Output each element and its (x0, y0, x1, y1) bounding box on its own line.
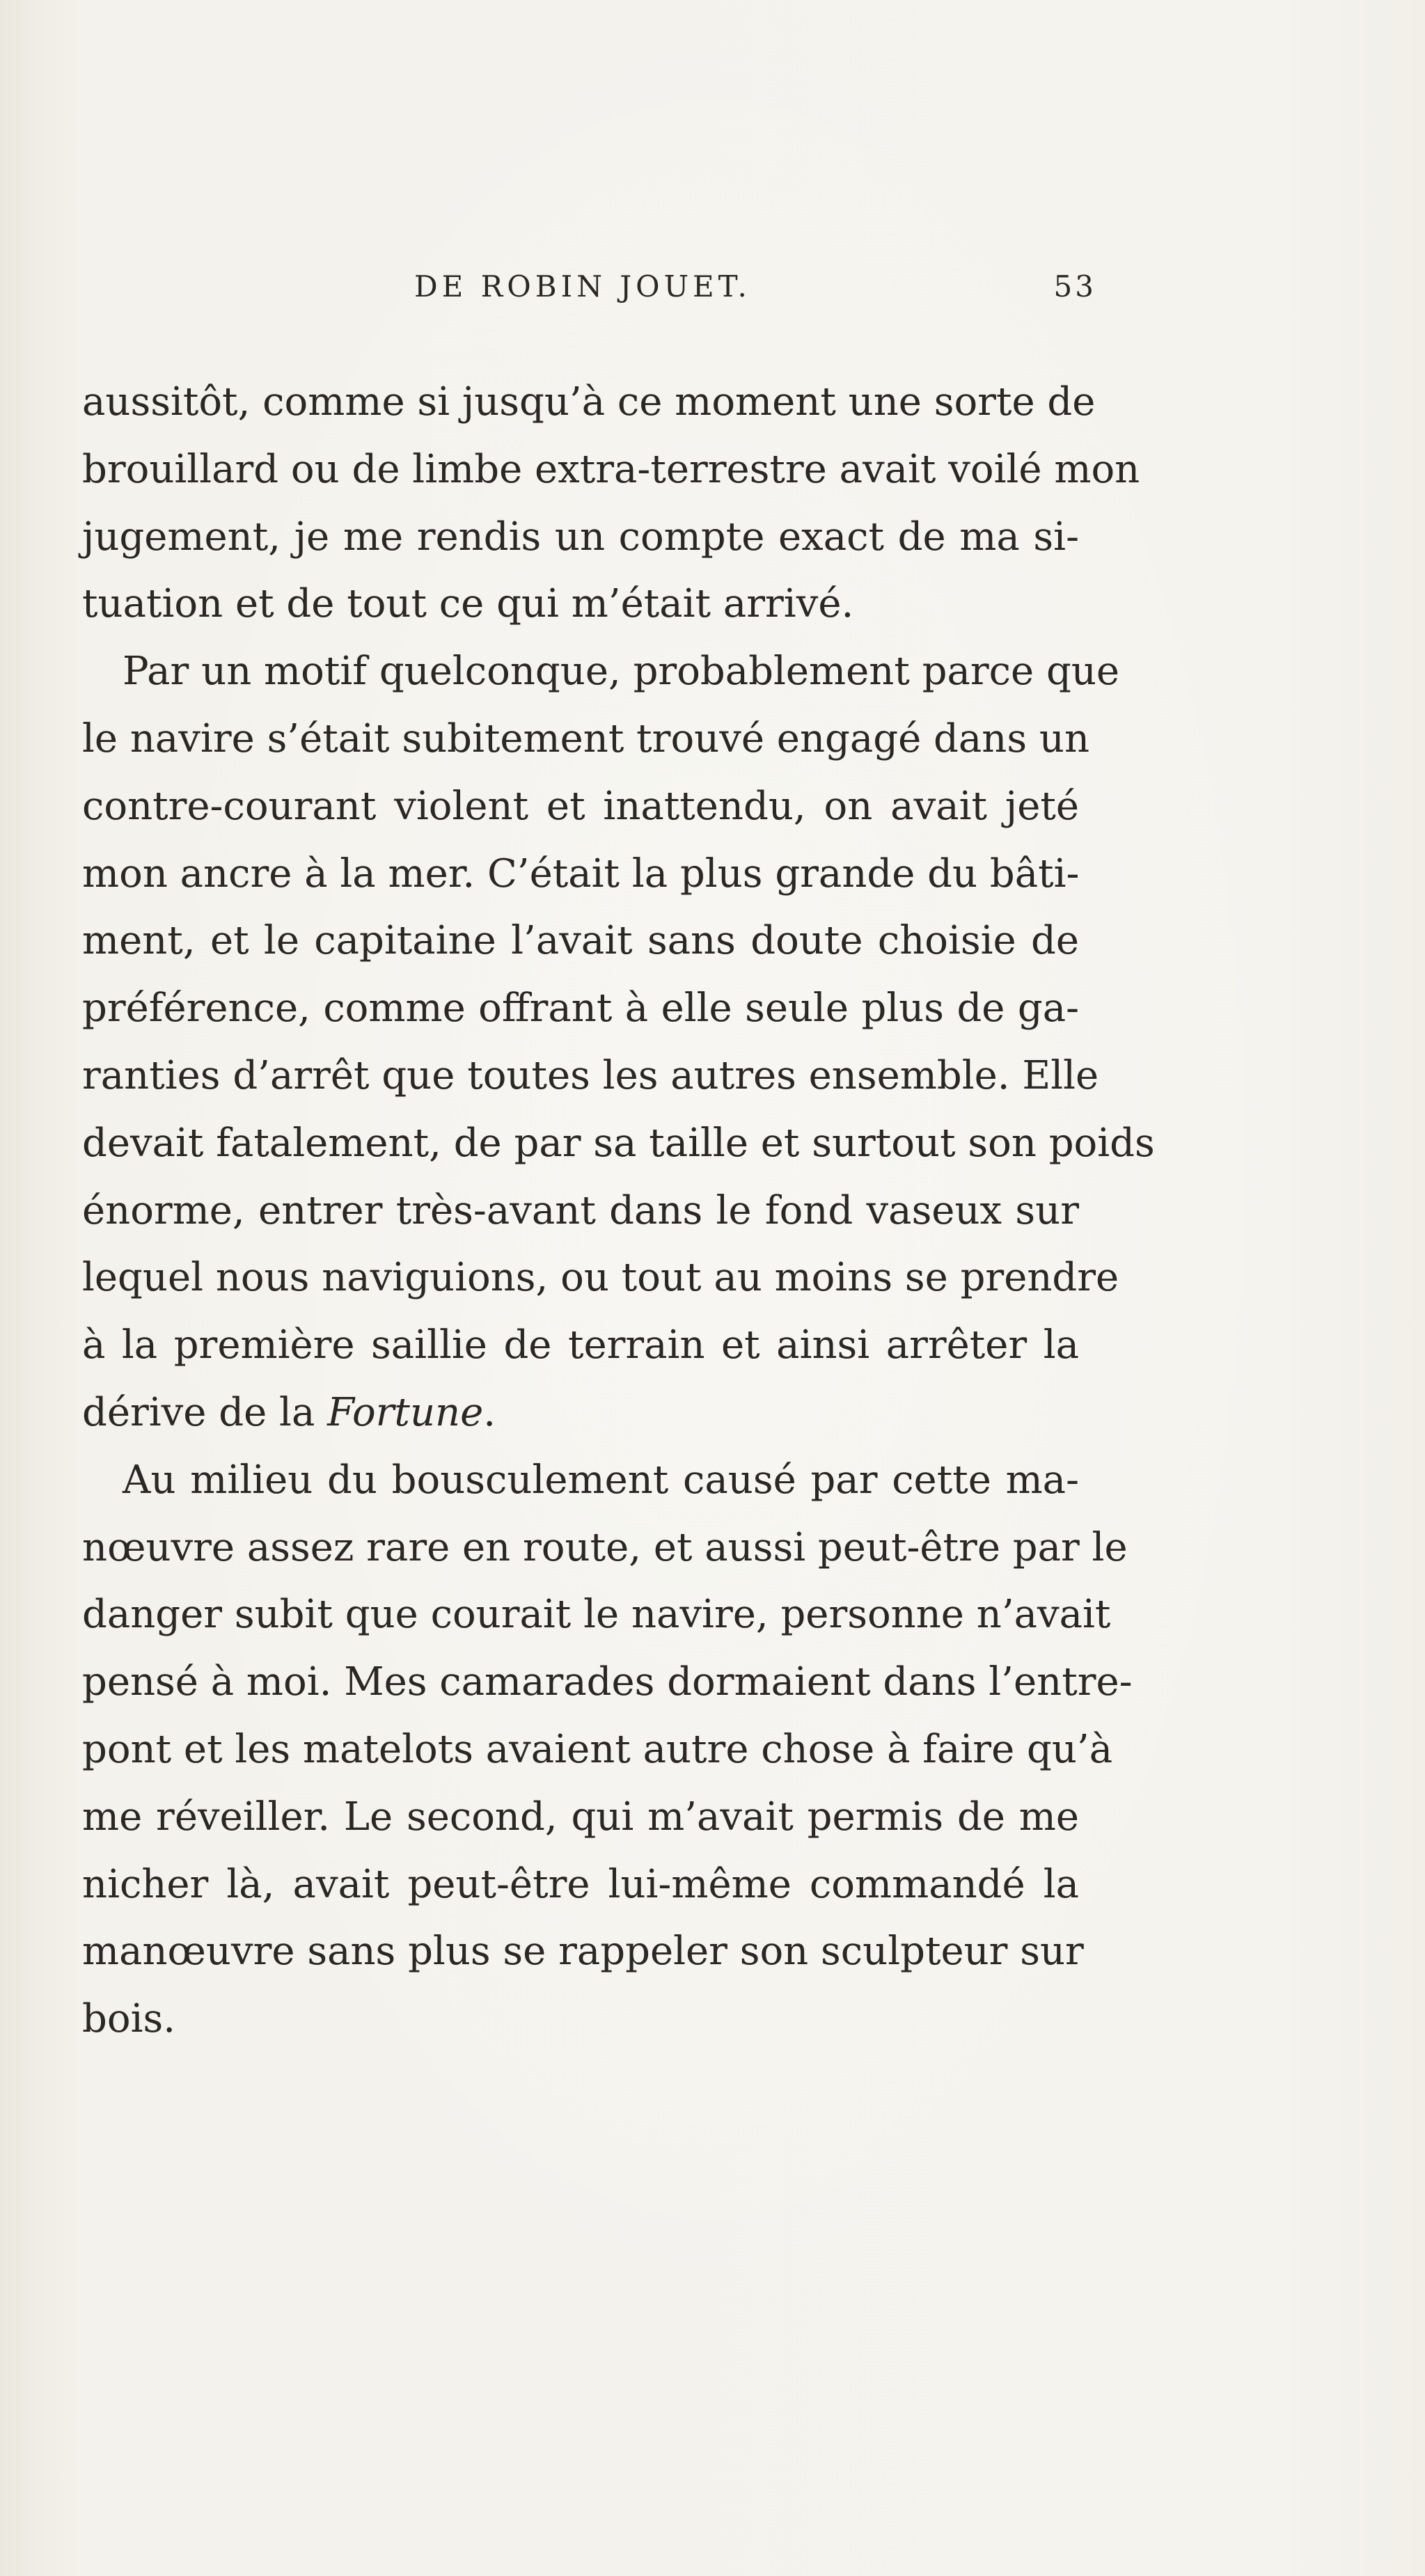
text-line: manœuvre sans plus se rappeler son sculpteur sur (82, 1929, 1084, 1975)
text-line: nicher là, avait peut-être lui-même commandé la (82, 1861, 1079, 1907)
running-head: DE ROBIN JOUET. (414, 269, 751, 303)
text-line: Au milieu du bousculement causé par cette ma- (123, 1457, 1079, 1503)
text-line: ranties d’arrêt que toutes les autres ensemble. Elle (82, 1052, 1099, 1098)
text-line: Par un motif quelconque, probablement parce que (123, 649, 1120, 695)
text-line: danger subit que courait le navire, personne n’avait (82, 1592, 1111, 1638)
page-header (414, 266, 1096, 308)
ship-name: Fortune (327, 1389, 484, 1435)
text-line-end: . (483, 1389, 496, 1435)
text-line (82, 1380, 1079, 1447)
text-line: bois. (82, 1996, 176, 2042)
text-line: pensé à moi. Mes camarades dormaient dans l’entre- (82, 1659, 1133, 1705)
text-line: mon ancre à la mer. C’était la plus grande du bâti- (82, 851, 1080, 896)
text-line-start: dérive de la (82, 1389, 315, 1435)
text-line: me réveiller. Le second, qui m’avait permis de me (82, 1794, 1079, 1840)
text-line: préférence, comme offrant à elle seule plus de ga- (82, 986, 1079, 1032)
text-line: énorme, entrer très-avant dans le fond vaseux sur (82, 1187, 1079, 1233)
text-line: tuation et de tout ce qui m’était arrivé. (82, 581, 854, 627)
text-line: le navire s’était subitement trouvé engagé dans un (82, 716, 1090, 761)
text-line: devait fatalement, de par sa taille et surtout son poids (82, 1120, 1155, 1166)
text-line: jugement, je me rendis un compte exact de ma si- (82, 514, 1079, 560)
text-line: contre-courant violent et inattendu, on avait jeté (82, 783, 1079, 829)
text-line: ment, et le capitaine l’avait sans doute choisie de (82, 918, 1079, 964)
text-line: pont et les matelots avaient autre chose à faire qu’à (82, 1726, 1113, 1772)
page-number: 53 (1053, 269, 1096, 303)
text-line: lequel nous naviguions, ou tout au moins se prendre (82, 1255, 1119, 1301)
text-line: à la première saillie de terrain et ainsi arrêter la (82, 1322, 1079, 1368)
body-text (82, 369, 1155, 2053)
text-line: nœuvre assez rare en route, et aussi peut-être par le (82, 1524, 1128, 1570)
text-line: aussitôt, comme si jusqu’à ce moment une sorte de (82, 379, 1096, 425)
text-line: brouillard ou de limbe extra-terrestre avait voilé mon (82, 446, 1140, 492)
